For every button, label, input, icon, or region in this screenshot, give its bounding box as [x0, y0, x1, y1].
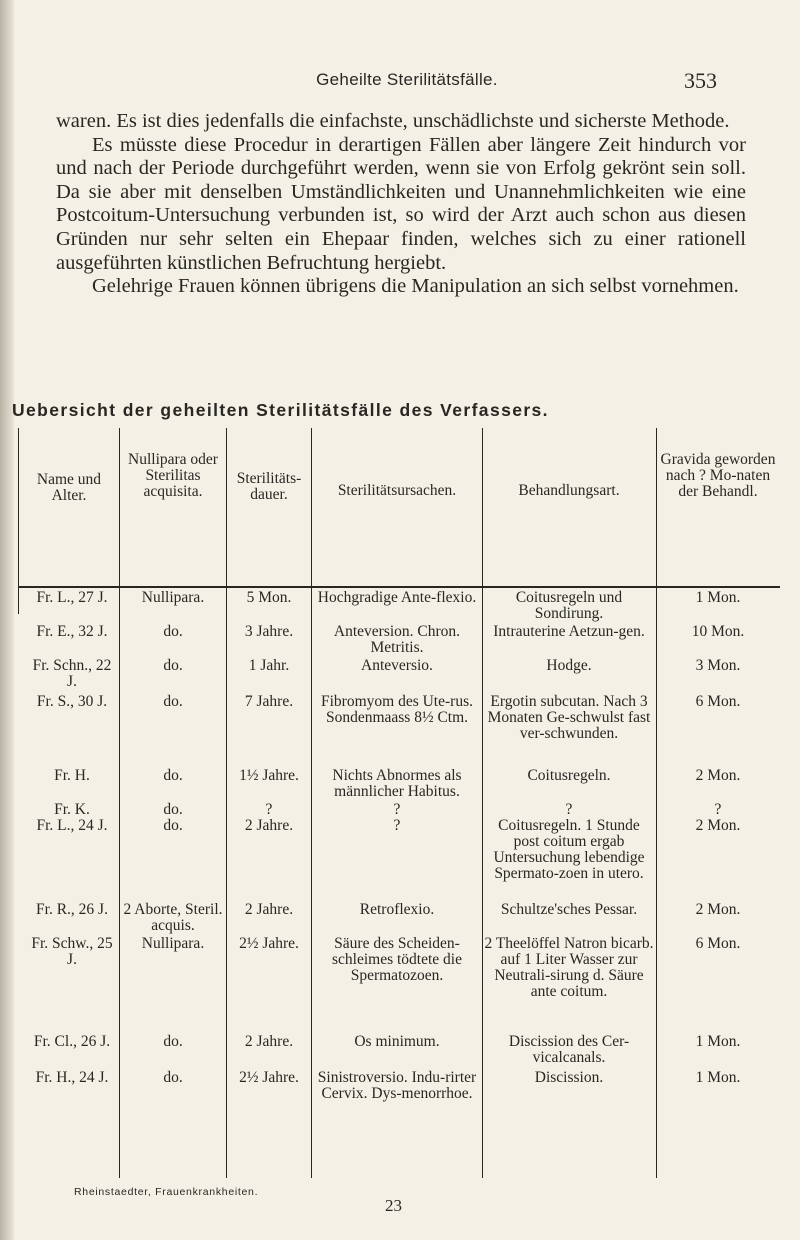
cell-ursachen: Säure des Scheiden-schleimes tödtete die Spermatozoen.	[332, 935, 462, 984]
cell-name: Fr. Schn., 22 J.	[32, 657, 112, 690]
header-rule	[18, 586, 780, 588]
cell-nullipara: do.	[163, 1033, 183, 1050]
cell-ursachen: Nichts Abnormes als männlicher Habitus.	[332, 767, 462, 800]
cell-gravida: 2 Mon.	[695, 901, 741, 918]
sheet-number: 23	[385, 1196, 402, 1215]
cell-ursachen: ?	[393, 817, 401, 834]
cell-behandlung: ?	[565, 801, 573, 818]
cell-nullipara: do.	[163, 1069, 183, 1086]
page-header	[0, 70, 800, 100]
cell-dauer: 1 Jahr.	[248, 657, 290, 674]
column-rule	[119, 428, 120, 1178]
cell-nullipara: do.	[163, 767, 183, 784]
cell-name: Fr. H.	[54, 767, 90, 784]
cell-behandlung: Schultze'sches Pessar.	[500, 901, 638, 918]
cell-behandlung: Hodge.	[546, 657, 592, 674]
paragraph: waren. Es ist dies jedenfalls die einfachste, unschädlichste und sicherste Methode.	[56, 110, 730, 132]
cell-behandlung: Discission des Cer-vicalcanals.	[508, 1033, 630, 1066]
page-footer	[0, 1186, 800, 1226]
cell-dauer: 5 Mon.	[246, 589, 292, 606]
cell-dauer: 2½ Jahre.	[239, 1069, 299, 1086]
cell-ursachen: Os minimum.	[354, 1033, 440, 1050]
cell-name: Fr. Cl., 26 J.	[33, 1033, 111, 1050]
signature-line: Rheinstaedter, Frauenkrankheiten.	[74, 1186, 259, 1198]
cell-name: Fr. Schw., 25 J.	[31, 935, 113, 968]
cell-behandlung: 2 Theelöffel Natron bicarb. auf 1 Liter Wasser zur Neutrali-sirung d. Säure ante coitum.	[484, 935, 654, 1000]
cell-behandlung: Coitusregeln und Sondirung.	[515, 589, 623, 622]
cell-dauer: 7 Jahre.	[244, 693, 294, 710]
cell-dauer: 1½ Jahre.	[239, 767, 299, 784]
cell-behandlung: Intrauterine Aetzun-gen.	[493, 623, 645, 640]
column-rule	[311, 428, 312, 1178]
cell-dauer: 2 Jahre.	[244, 1033, 294, 1050]
column-rule	[226, 428, 227, 1178]
cell-ursachen: ?	[393, 801, 401, 818]
cell-name: Fr. L., 24 J.	[36, 817, 108, 834]
cell-ursachen: Hochgradige Ante-flexio.	[317, 589, 477, 606]
paragraph: Es müsste diese Procedur in derartigen Fällen aber längere Zeit hindurch vor und nach der Periode durchgeführt werden, wenn sie von Erfolg gekrönt sein soll. Da sie aber mit denselben Umständlichkeiten und Unannehmlichkeiten wie eine Postcoitum-Untersuchung verbunden ist, so wird der Arzt auch schon aus diesen Gründen nur sehr selten ein Ehepaar finden, welches sich zu einer rationell ausgeführten künstlichen Befruchtung hergiebt.	[56, 133, 746, 274]
cell-nullipara: do.	[163, 657, 183, 674]
table-title: Uebersicht der geheilten Sterilitätsfälle des Verfassers.	[12, 400, 549, 420]
cell-gravida: 6 Mon.	[695, 693, 741, 710]
cell-gravida: 6 Mon.	[695, 935, 741, 952]
header-nullipara: Nullipara oder Sterilitas acquisita.	[128, 451, 218, 500]
cell-name: Fr. K.	[54, 801, 90, 818]
running-title: Geheilte Sterilitätsfälle.	[316, 70, 498, 89]
cell-gravida: 10 Mon.	[691, 623, 745, 640]
column-rule	[656, 428, 657, 1178]
cell-gravida: 1 Mon.	[695, 589, 741, 606]
cell-gravida: ?	[714, 801, 722, 818]
cell-nullipara: do.	[163, 817, 183, 834]
cell-nullipara: Nullipara.	[141, 589, 205, 606]
cell-gravida: 3 Mon.	[695, 657, 741, 674]
cell-gravida: 1 Mon.	[695, 1069, 741, 1086]
cell-dauer: 3 Jahre.	[244, 623, 294, 640]
header-name: Name und Alter.	[36, 471, 102, 504]
cell-dauer: 2½ Jahre.	[239, 935, 299, 952]
page-number: 353	[684, 68, 717, 93]
cases-table	[18, 428, 780, 1178]
cell-behandlung: Coitusregeln. 1 Stunde post coitum ergab Untersuchung lebendige Spermato-zoen in utero.	[493, 817, 645, 882]
cell-ursachen: Retroflexio.	[359, 901, 435, 918]
cell-ursachen: Anteversion. Chron. Metritis.	[333, 623, 461, 656]
cell-nullipara: do.	[163, 623, 183, 640]
cell-nullipara: do.	[163, 693, 183, 710]
header-gravida: Gravida geworden nach ? Mo-naten der Behandl.	[660, 451, 776, 500]
paragraph: Gelehrige Frauen können übrigens die Manipulation an sich selbst vornehmen.	[92, 275, 739, 298]
cell-behandlung: Discission.	[534, 1069, 604, 1086]
cell-name: Fr. L., 27 J.	[36, 589, 108, 606]
cell-nullipara: do.	[163, 801, 183, 818]
page-edge-shadow	[0, 0, 14, 1240]
column-rule	[482, 428, 483, 1178]
cell-name: Fr. H., 24 J.	[35, 1069, 109, 1086]
cell-ursachen: Sinistroversio. Indu-rirter Cervix. Dys-menorrhoe.	[317, 1069, 477, 1102]
cell-ursachen: Fibromyom des Ute-rus. Sondenmaass 8½ Ctm.	[321, 693, 473, 726]
cell-behandlung: Ergotin subcutan. Nach 3 Monaten Ge-schwulst fast ver-schwunden.	[487, 693, 651, 742]
header-behandlung: Behandlungsart.	[518, 482, 620, 499]
cell-ursachen: Anteversio.	[361, 657, 433, 674]
cell-dauer: 2 Jahre.	[244, 901, 294, 918]
cell-name: Fr. S., 30 J.	[36, 693, 108, 710]
cell-behandlung: Coitusregeln.	[527, 767, 611, 784]
cell-nullipara: 2 Aborte, Steril. acquis.	[123, 901, 223, 934]
cell-gravida: 1 Mon.	[695, 1033, 741, 1050]
cell-gravida: 2 Mon.	[695, 767, 741, 784]
header-ursachen: Sterilitätsursachen.	[337, 482, 457, 499]
cell-dauer: ?	[265, 801, 273, 818]
cell-name: Fr. R., 26 J.	[36, 901, 108, 918]
cell-name: Fr. E., 32 J.	[36, 623, 108, 640]
header-dauer: Sterilitäts-dauer.	[236, 470, 302, 503]
cell-gravida: 2 Mon.	[695, 817, 741, 834]
cell-dauer: 2 Jahre.	[244, 817, 294, 834]
cell-nullipara: Nullipara.	[141, 935, 205, 952]
body-text	[56, 110, 746, 299]
